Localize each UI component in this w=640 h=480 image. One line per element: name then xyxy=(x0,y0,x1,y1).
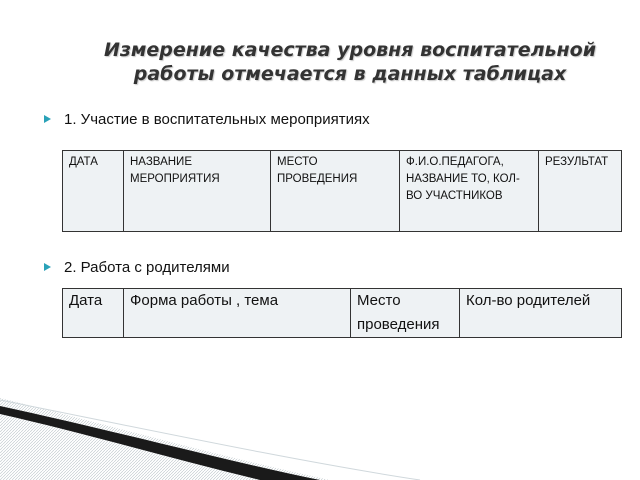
parents-table xyxy=(62,288,622,338)
parents-col-form: Форма работы , тема xyxy=(124,289,351,338)
parents-table-header-row xyxy=(63,289,622,338)
bullet-item-2 xyxy=(44,259,230,276)
events-col-place: МЕСТО ПРОВЕДЕНИЯ xyxy=(271,151,400,232)
swoosh-hatch xyxy=(0,398,330,480)
slide-title xyxy=(60,38,640,86)
parents-col-count: Кол-во родителей xyxy=(460,289,622,338)
events-col-result: РЕЗУЛЬТАТ xyxy=(539,151,622,232)
bullet-item-2-text: 2. Работа с родителями xyxy=(64,259,230,276)
slide-title-line-1: Измерение качества уровня воспитательной xyxy=(103,39,597,61)
parents-col-place: Место проведения xyxy=(351,289,460,338)
bullet-arrow-icon xyxy=(44,115,51,123)
events-table-header-row xyxy=(63,151,622,232)
events-col-date: ДАТА xyxy=(63,151,124,232)
bullet-item-1 xyxy=(44,111,370,128)
bullet-item-1-text: 1. Участие в воспитательных мероприятиях xyxy=(64,111,370,128)
swoosh-line xyxy=(0,400,420,480)
events-col-name: НАЗВАНИЕ МЕРОПРИЯТИЯ xyxy=(124,151,271,232)
events-col-teacher: Ф.И.О.ПЕДАГОГА, НАЗВАНИЕ ТО, КОЛ-ВО УЧАСТНИКОВ xyxy=(400,151,539,232)
slide-title-line-2: работы отмечается в данных таблицах xyxy=(133,63,567,85)
bullet-arrow-icon xyxy=(44,263,51,271)
events-table xyxy=(62,150,622,232)
parents-col-date: Дата xyxy=(63,289,124,338)
swoosh-dark-band xyxy=(0,406,320,480)
